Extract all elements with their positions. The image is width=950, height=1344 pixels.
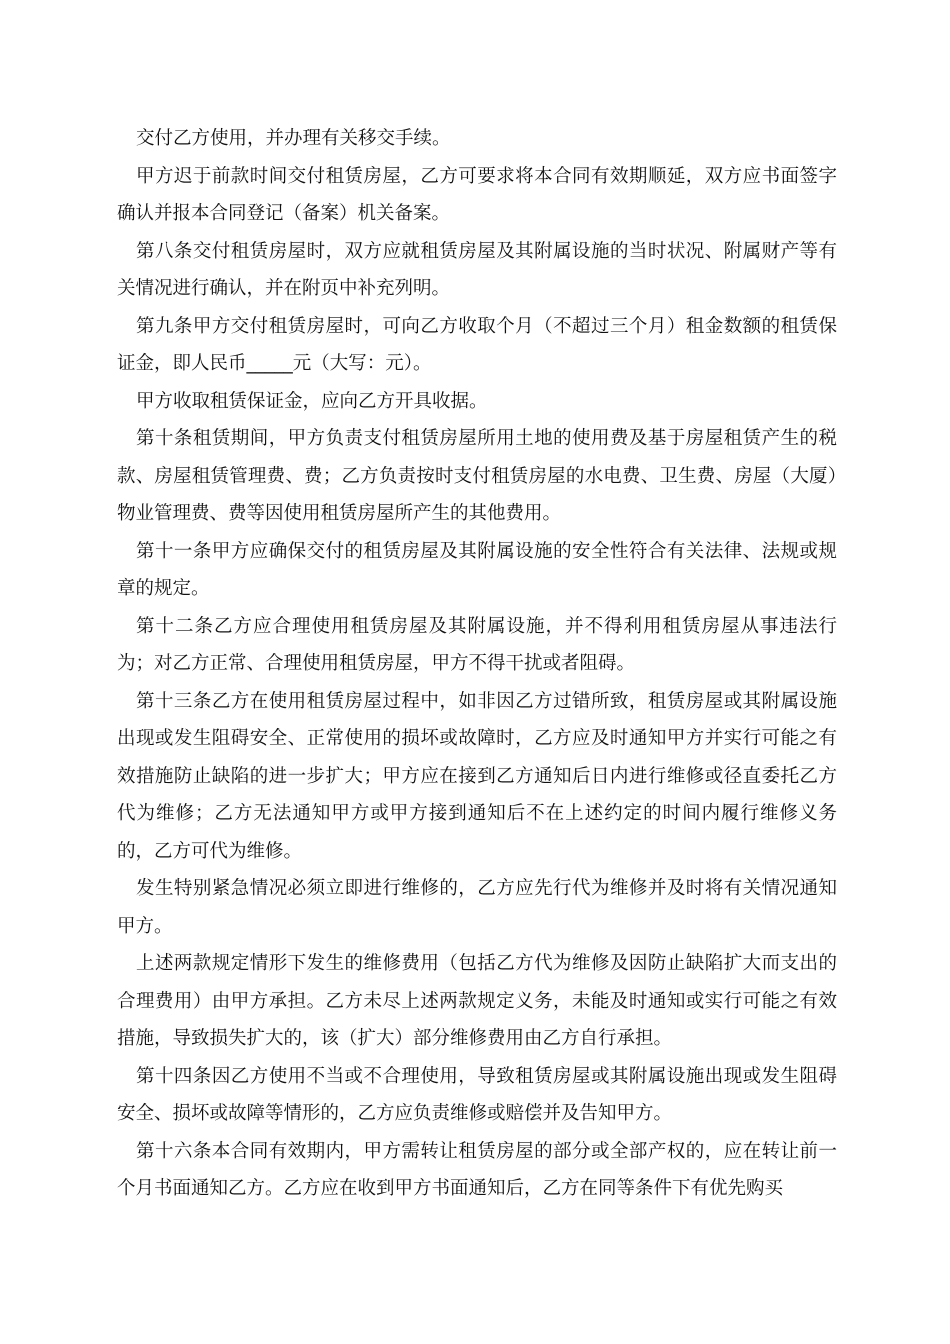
paragraph-article-13: 第十三条乙方在使用租赁房屋过程中，如非因乙方过错所致，租赁房屋或其附属设施出现或发生阻碍安全、正常使用的损坏或故障时，乙方应及时通知甲方并实行可能之有效措施防止缺陷的进一步扩大；甲方应在接到乙方通知后日内进行维修或径直委托乙方代为维修；乙方无法通知甲方或甲方接到通知后不在上述约定的时间内履行维修义务的，乙方可代为维修。 <box>117 690 837 862</box>
paragraph-emergency-repair: 发生特别紧急情况必须立即进行维修的，乙方应先行代为维修并及时将有关情况通知甲方。 <box>117 878 837 937</box>
paragraph-repair-costs: 上述两款规定情形下发生的维修费用（包括乙方代为维修及因防止缺陷扩大而支出的合理费用）由甲方承担。乙方未尽上述两款规定义务，未能及时通知或实行可能之有效措施，导致损失扩大的，该（扩大）部分维修费用由乙方自行承担。 <box>117 953 837 1049</box>
paragraph-late-delivery: 甲方迟于前款时间交付租赁房屋，乙方可要求将本合同有效期顺延，双方应书面签字确认并报本合同登记（备案）机关备案。 <box>117 165 837 224</box>
paragraph-article-8: 第八条交付租赁房屋时，双方应就租赁房屋及其附属设施的当时状况、附属财产等有关情况进行确认，并在附页中补充列明。 <box>117 240 837 299</box>
paragraph-article-9: 第九条甲方交付租赁房屋时，可向乙方收取个月（不超过三个月）租金数额的租赁保证金，即人民币_____元（大写：元）。 <box>117 315 837 374</box>
paragraph-deposit-receipt: 甲方收取租赁保证金，应向乙方开具收据。 <box>136 390 488 412</box>
paragraph-article-14: 第十四条因乙方使用不当或不合理使用，导致租赁房屋或其附属设施出现或发生阻碍安全、损坏或故障等情形的，乙方应负责维修或赔偿并及告知甲方。 <box>117 1065 837 1124</box>
paragraph-article-12: 第十二条乙方应合理使用租赁房屋及其附属设施，并不得利用租赁房屋从事违法行为；对乙方正常、合理使用租赁房屋，甲方不得干扰或者阻碍。 <box>117 615 837 674</box>
paragraph-article-16: 第十六条本合同有效期内，甲方需转让租赁房屋的部分或全部产权的，应在转让前一个月书面通知乙方。乙方应在收到甲方书面通知后，乙方在同等条件下有优先购买 <box>117 1140 837 1199</box>
paragraph-article-10: 第十条租赁期间，甲方负责支付租赁房屋所用土地的使用费及基于房屋租赁产生的税款、房屋租赁管理费、费；乙方负责按时支付租赁房屋的水电费、卫生费、房屋（大厦）物业管理费、费等因使用租赁房屋所产生的其他费用。 <box>117 428 837 524</box>
document-body <box>117 120 837 1208</box>
paragraph-handover: 交付乙方使用，并办理有关移交手续。 <box>136 128 451 149</box>
paragraph-article-11: 第十一条甲方应确保交付的租赁房屋及其附属设施的安全性符合有关法律、法规或规章的规定。 <box>117 540 837 599</box>
